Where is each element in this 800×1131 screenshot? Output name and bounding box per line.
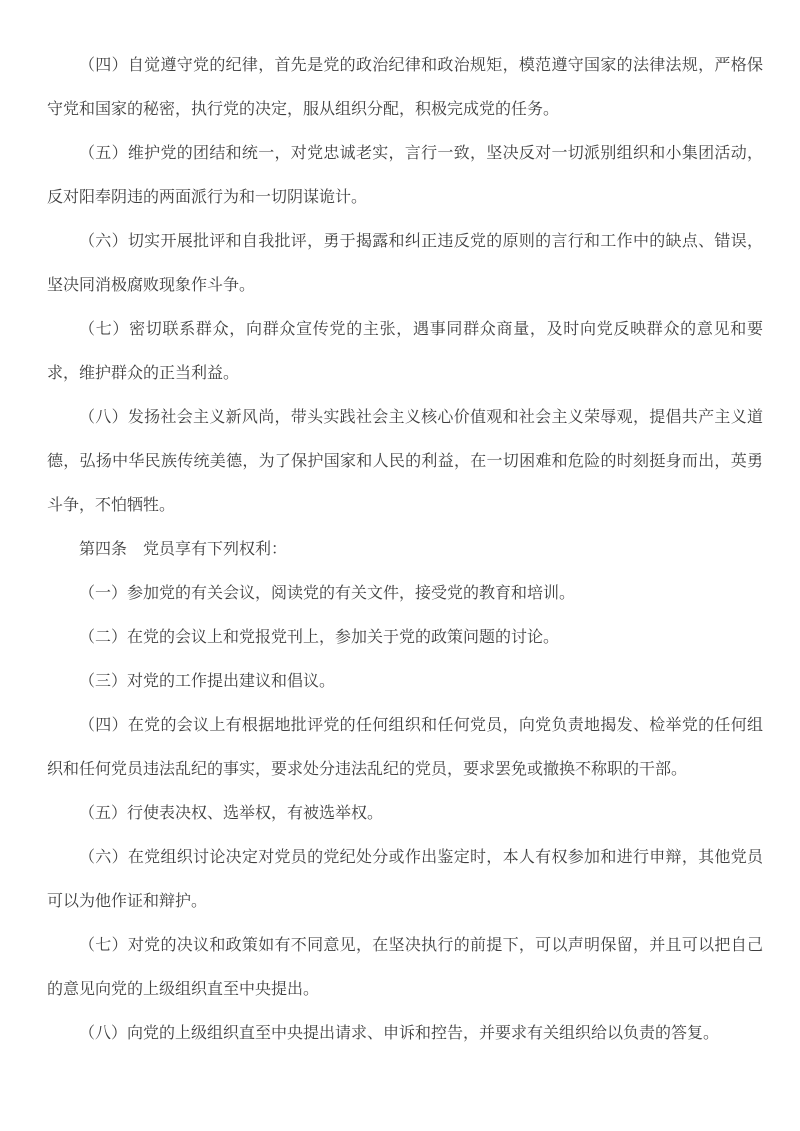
paragraph: （二）在党的会议上和党报党刊上，参加关于党的政策问题的讨论。: [79, 629, 560, 646]
paragraph: 第四条 党员享有下列权利：: [79, 541, 288, 558]
paragraph: （六）在党组织讨论决定对党员的党纪处分或作出鉴定时，本人有权参加和进行申辩，其他党员可以为他作证和辩护。: [47, 849, 763, 910]
paragraph: （八）发扬社会主义新风尚，带头实践社会主义核心价值观和社会主义荣辱观，提倡共产主义道德，弘扬中华民族传统美德，为了保护国家和人民的利益，在一切困难和危险的时刻挺身而出，英勇斗争，不怕牺牲。: [47, 409, 763, 514]
paragraph: （三）对党的工作提出建议和倡议。: [79, 673, 336, 690]
paragraph: （五）行使表决权、选举权，有被选举权。: [79, 805, 384, 822]
paragraph: （七）密切联系群众，向群众宣传党的主张，遇事同群众商量，及时向党反映群众的意见和要求，维护群众的正当利益。: [47, 321, 763, 382]
paragraph: （四）自觉遵守党的纪律，首先是党的政治纪律和政治规矩，模范遵守国家的法律法规，严格保守党和国家的秘密，执行党的决定，服从组织分配，积极完成党的任务。: [47, 57, 763, 118]
paragraph: （五）维护党的团结和统一，对党忠诚老实，言行一致，坚决反对一切派别组织和小集团活动，反对阳奉阴违的两面派行为和一切阴谋诡计。: [47, 145, 763, 206]
paragraph: （八）向党的上级组织直至中央提出请求、申诉和控告，并要求有关组织给以负责的答复。: [79, 1025, 720, 1042]
document-text: [47, 44, 763, 1056]
paragraph: （七）对党的决议和政策如有不同意见，在坚决执行的前提下，可以声明保留，并且可以把自己的意见向党的上级组织直至中央提出。: [47, 937, 763, 998]
paragraph: （四）在党的会议上有根据地批评党的任何组织和任何党员，向党负责地揭发、检举党的任何组织和任何党员违法乱纪的事实，要求处分违法乱纪的党员，要求罢免或撤换不称职的干部。: [47, 717, 763, 778]
paragraph: （一）参加党的有关会议，阅读党的有关文件，接受党的教育和培训。: [79, 585, 576, 602]
paragraph: （六）切实开展批评和自我批评，勇于揭露和纠正违反党的原则的言行和工作中的缺点、错误，坚决同消极腐败现象作斗争。: [47, 233, 763, 294]
